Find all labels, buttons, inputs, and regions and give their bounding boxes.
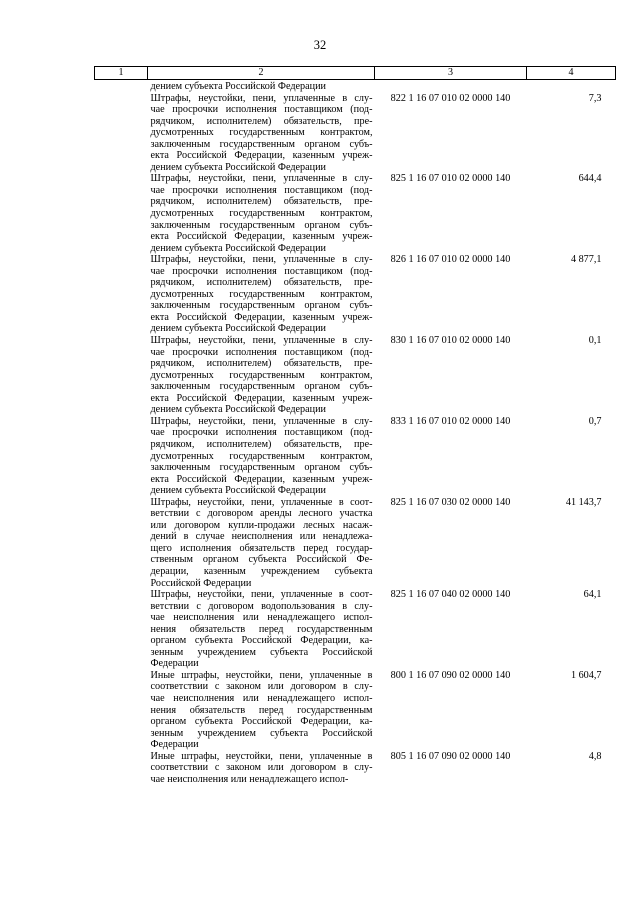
continuation-text: дением субъекта Российской Федерации [150,81,327,92]
description-line: чае просрочки исполнения поставщиком (под- [150,265,373,277]
column-number-3: 3 [375,67,527,80]
description-line: щего исполнения обязательств перед государ- [150,542,373,554]
budget-classification-code: 825 1 16 07 030 02 0000 140 [390,496,511,508]
description-line: Штрафы, неустойки, пени, уплаченные в слу- [150,415,373,427]
table-row [95,335,616,416]
amount-value: 4 877,1 [570,254,602,266]
row-number-cell [95,589,148,670]
amount-value: 41 143,7 [565,496,602,508]
description-line: дением субъекта Российской Федерации [150,485,327,497]
description-line: ветствии с договором водопользования в слу- [150,600,373,612]
revenue-description [148,497,375,589]
description-line: Штрафы, неустойки, пени, уплаченные в слу- [150,173,373,185]
description-line: Штрафы, неустойки, пени, уплаченные в соот- [150,496,373,508]
continuation-row [95,80,616,93]
revenue-description [148,670,375,751]
description-line: Федерации [150,658,199,670]
description-line: дусмотренных государственным контрактом, [150,127,373,139]
description-line: Иные штрафы, неустойки, пени, уплаченные в [150,669,373,681]
budget-classification-code: 805 1 16 07 090 02 0000 140 [390,750,511,762]
description-line: дением субъекта Российской Федерации [150,161,327,173]
row-number-cell [95,173,148,254]
amount-value: 644,4 [578,173,602,185]
description-line: Штрафы, неустойки, пени, уплаченные в слу- [150,335,373,347]
budget-classification-code: 800 1 16 07 090 02 0000 140 [390,669,511,681]
description-line: чае просрочки исполнения поставщиком (под- [150,427,373,439]
description-line: дусмотренных государственным контрактом, [150,369,373,381]
description-line: зенным учреждением субъекта Российской [150,727,373,739]
revenue-description [148,254,375,335]
description-line: рядчиком, исполнителем) обязательств, пре- [150,115,373,127]
description-line: екта Российской Федерации, казенным учреж- [150,392,373,404]
budget-classification-code: 825 1 16 07 040 02 0000 140 [390,589,511,601]
description-line: дусмотренных государственным контрактом, [150,450,373,462]
description-line: рядчиком, исполнителем) обязательств, пре- [150,196,373,208]
description-line: Иные штрафы, неустойки, пени, уплаченные в [150,750,373,762]
description-line: зенным учреждением субъекта Российской [150,646,373,658]
description-line: заключенным государственным органом субъ- [150,138,373,150]
revenue-description [148,173,375,254]
row-number-cell [95,93,148,174]
description-line: Штрафы, неустойки, пени, уплаченные в соот- [150,589,373,601]
row-number-cell [95,751,148,786]
description-line: чае просрочки исполнения поставщиком (под- [150,104,373,116]
description-line: заключенным государственным органом субъ- [150,300,373,312]
table-row [95,497,616,589]
description-line: рядчиком, исполнителем) обязательств, пре- [150,358,373,370]
description-line: дением субъекта Российской Федерации [150,323,327,335]
row-number-cell [95,335,148,416]
description-line: Штрафы, неустойки, пени, уплаченные в слу- [150,92,373,104]
row-number-cell [95,416,148,497]
description-line: чае неисполнения или ненадлежащего испол- [150,773,349,785]
revenue-description [148,751,375,786]
revenue-description [148,416,375,497]
description-line: нения обязательств перед государственным [150,704,373,716]
budget-classification-code: 826 1 16 07 010 02 0000 140 [390,254,511,266]
description-line: органом субъекта Российской Федерации, ка- [150,716,373,728]
row-number-cell [95,670,148,751]
description-line: екта Российской Федерации, казенным учреж- [150,150,373,162]
description-line: ственным органом субъекта Российской Фе- [150,554,373,566]
description-line: дением субъекта Российской Федерации [150,242,327,254]
description-line: чае просрочки исполнения поставщиком (под- [150,184,373,196]
description-line: дением субъекта Российской Федерации [150,404,327,416]
budget-classification-code: 825 1 16 07 010 02 0000 140 [390,173,511,185]
table-row [95,254,616,335]
column-number-header [95,67,616,80]
column-number-2: 2 [148,67,375,80]
description-line: дений в случае неисполнения или ненадлежа- [150,531,373,543]
description-line: соответствии с законом или договором в слу- [150,762,373,774]
description-line: Федерации [150,739,199,751]
table-row [95,751,616,786]
description-line: дусмотренных государственным контрактом, [150,208,373,220]
description-line: екта Российской Федерации, казенным учреж- [150,231,373,243]
revenue-description [148,589,375,670]
description-line: Российской Федерации [150,577,252,589]
description-line: дерации, казенным учреждением субъекта [150,565,373,577]
amount-value: 64,1 [583,589,602,601]
description-line: рядчиком, исполнителем) обязательств, пре- [150,438,373,450]
table-body [95,80,616,786]
description-line: нения обязательств перед государственным [150,623,373,635]
description-line: екта Российской Федерации, казенным учреж- [150,311,373,323]
column-number-1: 1 [95,67,148,80]
description-line: чае неисполнения или ненадлежащего испол- [150,612,373,624]
description-line: дусмотренных государственным контрактом, [150,288,373,300]
description-line: органом субъекта Российской Федерации, ка- [150,635,373,647]
row-number-cell [95,254,148,335]
column-number-4: 4 [527,67,616,80]
amount-value: 4,8 [588,750,602,762]
table-row [95,93,616,174]
table-row [95,173,616,254]
budget-classification-code: 830 1 16 07 010 02 0000 140 [390,335,511,347]
table-row [95,416,616,497]
description-line: или договором купли-продажи лесных насаж- [150,519,373,531]
budget-classification-code: 822 1 16 07 010 02 0000 140 [390,92,511,104]
description-line: заключенным государственным органом субъ- [150,381,373,393]
budget-classification-code: 833 1 16 07 010 02 0000 140 [390,415,511,427]
description-line: екта Российской Федерации, казенным учреж- [150,473,373,485]
amount-value: 1 604,7 [570,669,602,681]
description-line: заключенным государственным органом субъ- [150,462,373,474]
amount-value: 0,1 [588,335,602,347]
description-line: соответствии с законом или договором в слу- [150,681,373,693]
row-number-cell [95,497,148,589]
description-line: ветствии с договором аренды лесного участка [150,508,373,520]
description-line: рядчиком, исполнителем) обязательств, пре- [150,277,373,289]
description-line: чае просрочки исполнения поставщиком (под- [150,346,373,358]
description-line: чае неисполнения или ненадлежащего испол- [150,692,373,704]
revenue-description [148,335,375,416]
table-row [95,589,616,670]
amount-value: 0,7 [588,415,602,427]
description-line: Штрафы, неустойки, пени, уплаченные в слу- [150,254,373,266]
revenue-description [148,93,375,174]
amount-value: 7,3 [588,92,602,104]
table-row [95,670,616,751]
revenue-table [94,66,616,785]
page-number: 32 [313,38,327,52]
description-line: заключенным государственным органом субъ- [150,219,373,231]
